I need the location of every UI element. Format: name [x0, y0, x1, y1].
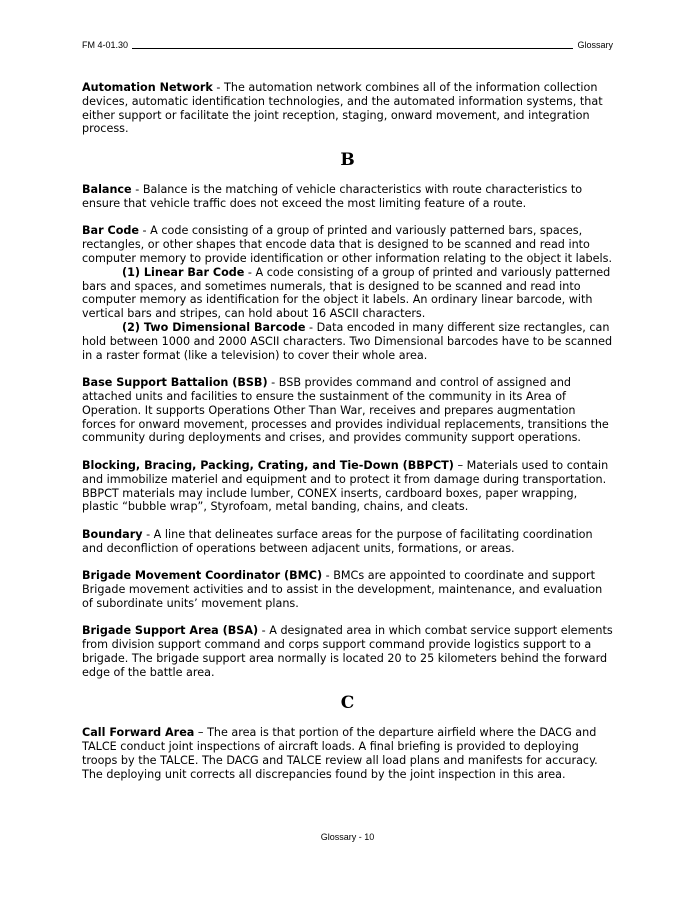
- sub-entry: [82, 266, 613, 321]
- entry-text: [82, 459, 613, 514]
- glossary-body: [82, 81, 613, 795]
- entry-text: [82, 81, 613, 136]
- glossary-entry: [82, 569, 613, 610]
- page-footer: [0, 832, 695, 842]
- sub-entry-term: (1) Linear Bar Code: [122, 265, 245, 279]
- glossary-entry: [82, 726, 613, 781]
- entry-separator: -: [212, 81, 225, 94]
- entry-term: Automation Network: [82, 81, 213, 94]
- sub-entry-term: (2) Two Dimensional Barcode: [122, 320, 306, 334]
- entry-term: Boundary: [82, 527, 143, 541]
- entry-definition: BMCs are appointed to coordinate and support Brigade movement activities and to assist in the development, maintenance, and evaluation of subordinate units’ movement plans.: [82, 569, 603, 610]
- glossary-entry: [82, 528, 613, 556]
- entry-term: Balance: [82, 182, 132, 196]
- glossary-entry: [82, 376, 613, 445]
- entry-separator: -: [131, 182, 143, 196]
- entry-term: Call Forward Area: [82, 726, 195, 740]
- entry-definition: A code consisting of a group of printed and variously patterned bars, spaces, rectangles, or other shapes that encode data that is designed to be scanned and read into computer memory to provide identification or other information relating to the object it labels.: [82, 224, 613, 265]
- entry-term: Brigade Movement Coordinator (BMC): [82, 569, 323, 583]
- entry-text: [82, 569, 613, 610]
- entry-separator: -: [305, 320, 317, 334]
- section-letter: B: [340, 149, 355, 170]
- entry-separator: -: [258, 624, 270, 638]
- entry-definition: A designated area in which combat service support elements from division support command and corps support command provide logistics support to a brigade. The brigade support area normally is located 20 to 25 kilometers behind the forward edge of the battle area.: [82, 624, 613, 679]
- entry-definition: The area is that portion of the departure airfield where the DACG and TALCE conduct joint inspections of aircraft loads. A final briefing is provided to deploying troops by the TALCE. The DACG and TALCE review all load plans and manifests for accuracy. The deploying unit corrects all discrepancies found by the joint inspection in this area.: [82, 726, 598, 781]
- entry-separator: -: [322, 569, 334, 583]
- entry-definition: BSB provides command and control of assigned and attached units and facilities to ensure the sustainment of the community in its Area of Operation. It supports Operations Other Than War, receives and prepares augmentation forces for onward movement, processes and provides individual replacements, transitions the community during deployments and crises, and provides community support operations.: [82, 376, 609, 445]
- entry-definition: Balance is the matching of vehicle characteristics with route characteristics to ensure that vehicle traffic does not exceed the most limiting feature of a route.: [82, 182, 583, 210]
- glossary-entry: [82, 624, 613, 679]
- entry-term: Bar Code: [82, 224, 139, 238]
- document-id: FM 4-01.30: [82, 40, 129, 50]
- entry-term: Blocking, Bracing, Packing, Crating, and Tie-Down (BBPCT): [82, 458, 454, 472]
- entry-separator: -: [244, 265, 256, 279]
- entry-text: [82, 726, 613, 781]
- entry-definition: A line that delineates surface areas for the purpose of facilitating coordination and deconfliction of operations between adjacent units, formations, or areas.: [82, 527, 593, 555]
- glossary-entry: [82, 224, 613, 362]
- entry-definition: Materials used to contain and immobilize materiel and equipment and to protect it from damage during transportation. BBPCT materials may include lumber, CONEX inserts, cardboard boxes, paper wrapping, plastic “bubble wrap”, Styrofoam, metal banding, chains, and cleats.: [82, 458, 609, 514]
- sub-entry-definition: A code consisting of a group of printed and variously patterned bars and spaces, and sometimes numerals, that is designed to be scanned and read into computer memory as identification for the object it labels. An ordinary linear barcode, with vertical bars and stripes, can hold about 16 ASCII characters.: [82, 265, 611, 321]
- entry-separator: -: [142, 527, 154, 541]
- glossary-entry: [82, 81, 613, 136]
- entry-separator: –: [194, 726, 208, 740]
- entry-text: [82, 528, 613, 556]
- header-rule: [132, 48, 573, 49]
- entry-term: Base Support Battalion (BSB): [82, 376, 268, 390]
- entry-definition: The automation network combines all of the information collection devices, automatic identification technologies, and the automated information systems, that either support or facilitate the joint reception, staging, onward movement, and integration process.: [82, 81, 603, 136]
- entry-separator: -: [267, 376, 279, 390]
- glossary-entry: [82, 459, 613, 514]
- page-number: Glossary - 10: [320, 832, 375, 842]
- glossary-entry: [82, 183, 613, 211]
- entry-term: Brigade Support Area (BSA): [82, 624, 259, 638]
- entry-text: [82, 624, 613, 679]
- section-letter: C: [340, 693, 355, 714]
- entry-separator: -: [138, 224, 151, 238]
- entry-separator: –: [453, 458, 467, 472]
- page-header: [82, 40, 613, 51]
- sub-entry-definition: Data encoded in many different size rectangles, can hold between 1000 and 2000 ASCII characters. Two Dimensional barcodes have to be scanned in a raster format (like a television) to cover their whole area.: [82, 320, 613, 362]
- entry-text: [82, 376, 613, 445]
- sub-entry: [82, 321, 613, 362]
- entry-text: [82, 224, 613, 265]
- entry-text: [82, 183, 613, 211]
- section-title: Glossary: [577, 40, 613, 50]
